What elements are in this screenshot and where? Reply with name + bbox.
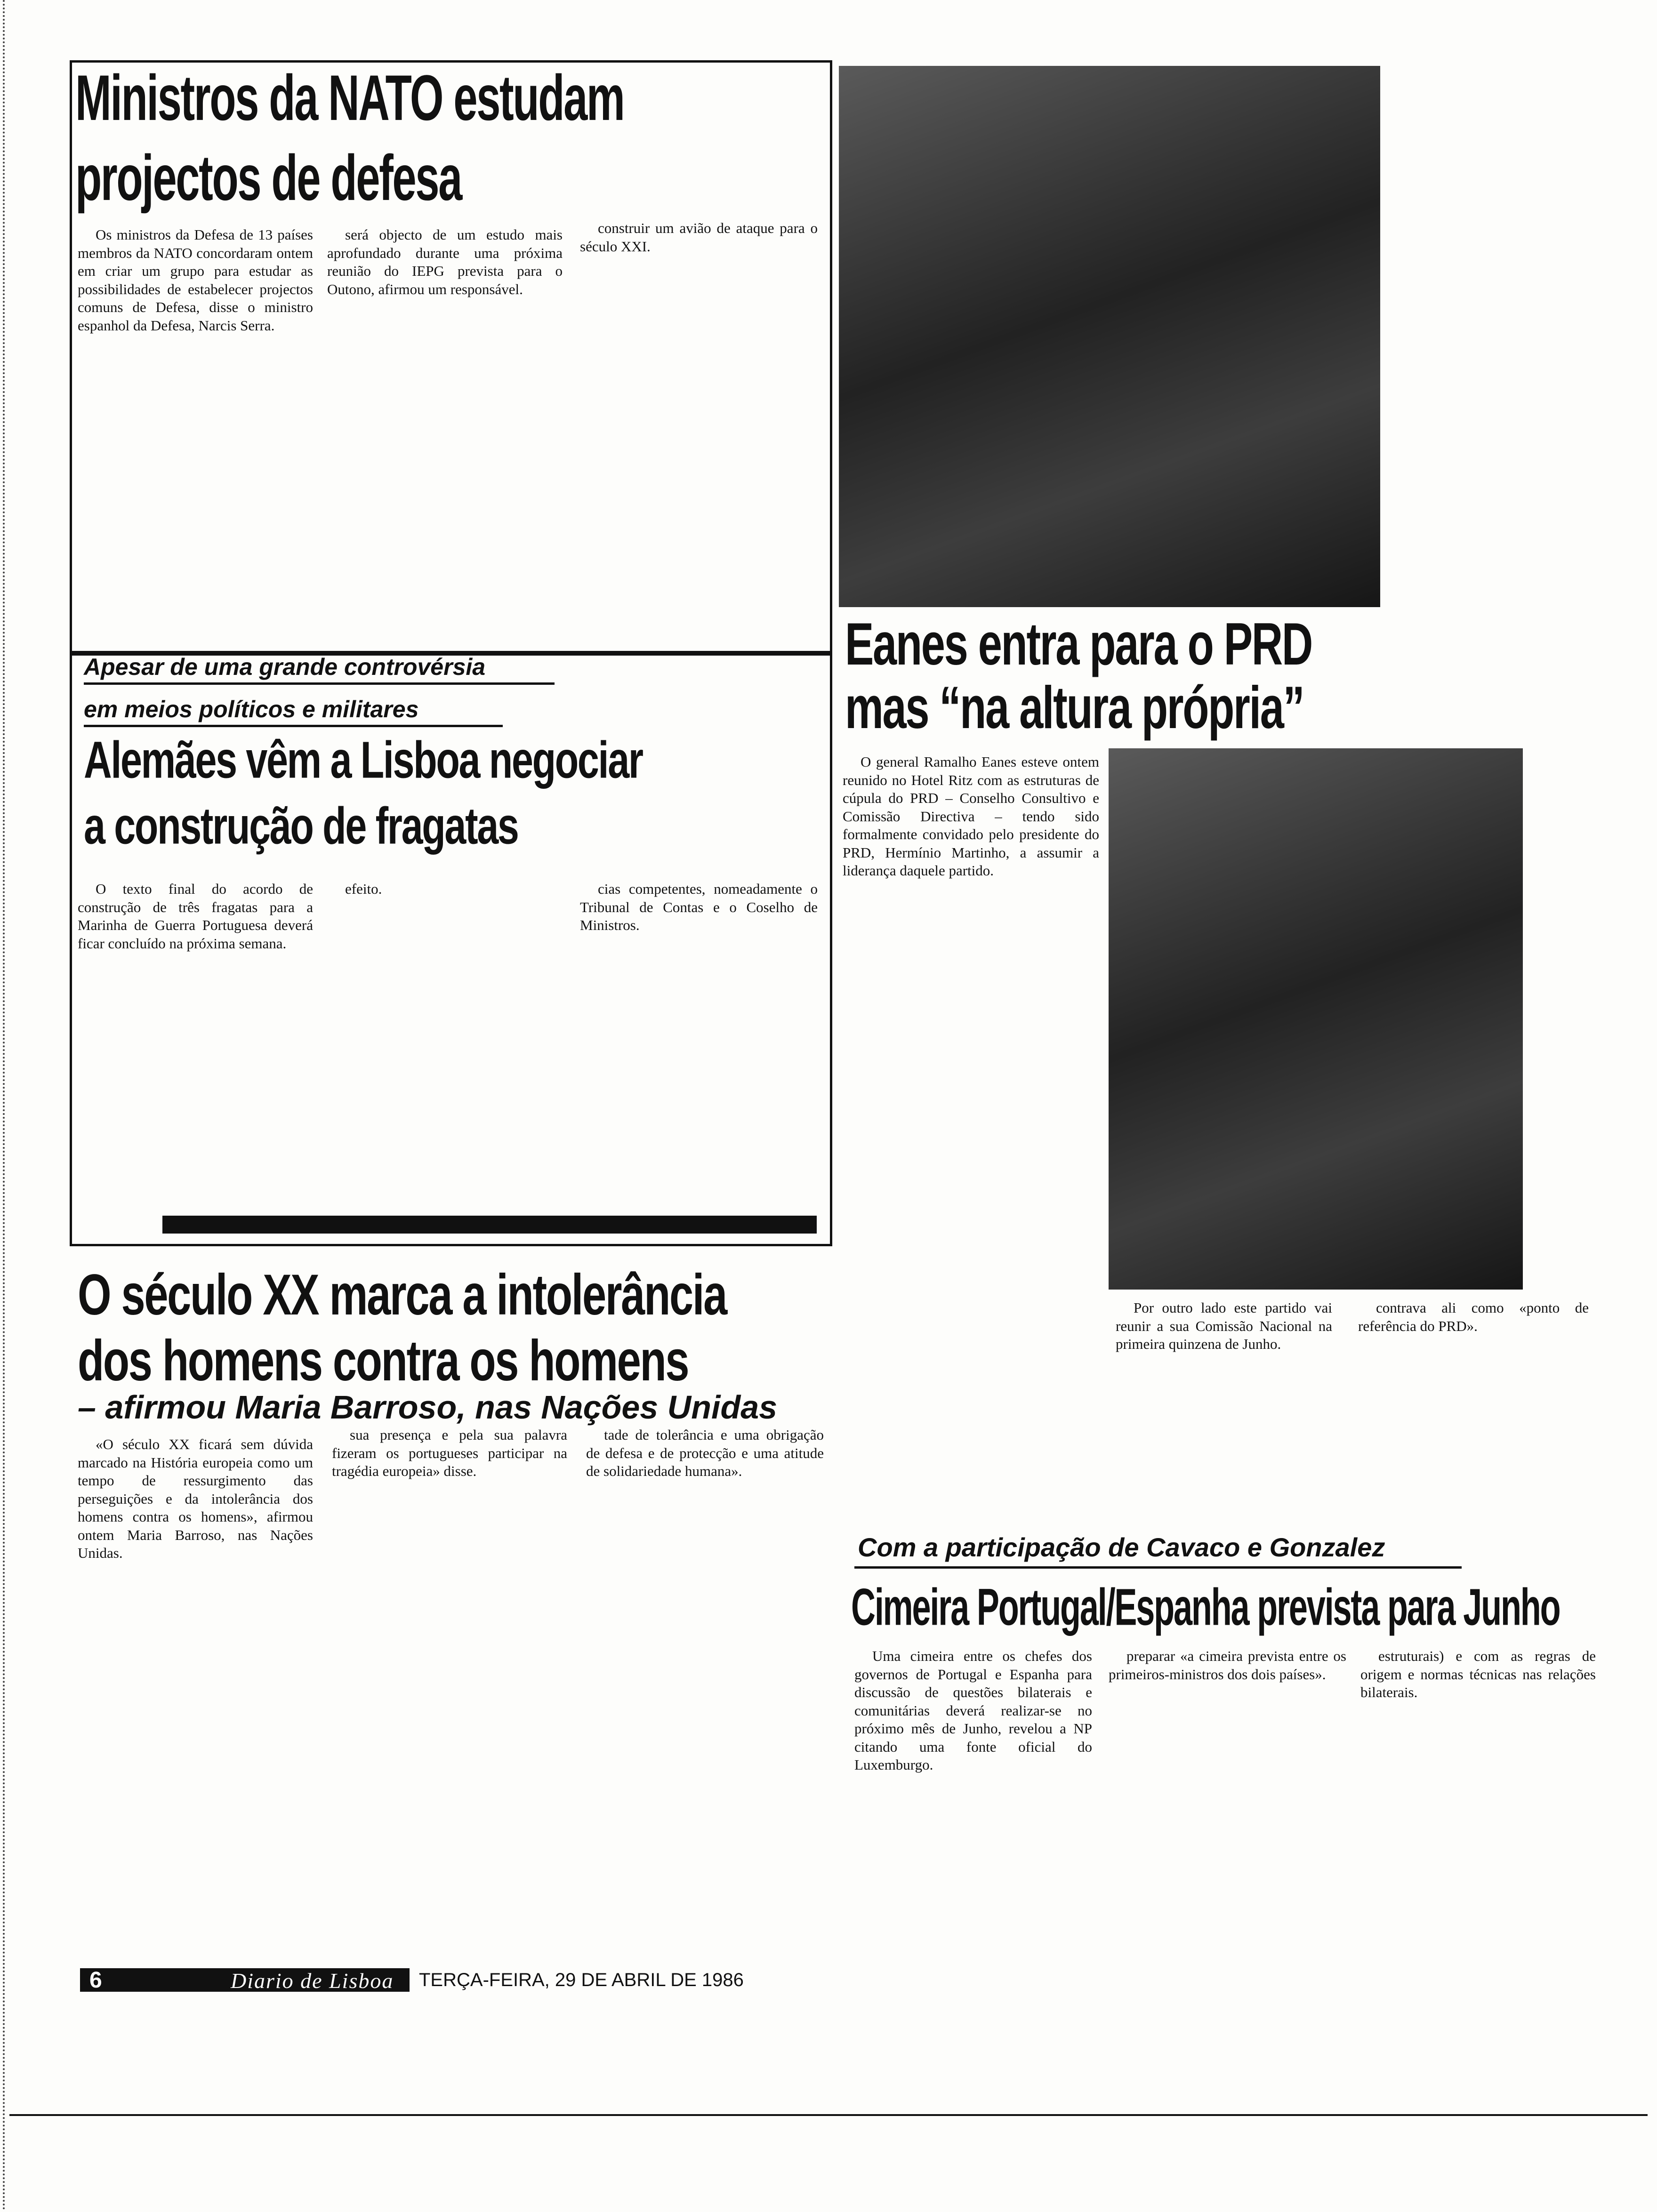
eanes-column-2: Por outro lado este partido vai reunir a sua Comissão Nacional na primeira quinzena de Junho.: [1116, 1299, 1332, 1352]
fragatas-kicker-1: Apesar de uma grande controvérsia: [84, 654, 486, 680]
fragatas-headline-line2: a construção de fragatas: [84, 797, 518, 855]
nato-column-3: construir um avião de ataque para o século XXI.: [580, 220, 818, 255]
photo-nato-ministers: [839, 66, 1380, 607]
nato-headline-line1: Ministros da NATO estudam: [75, 62, 624, 134]
intolerancia-column-2: sua presença e pela sua palavra fizeram os portugueses participar na tragédia europeia» disse.: [332, 1427, 567, 1479]
footer-masthead: Diario de Lisboa: [231, 1969, 394, 1993]
fragatas-headline-line1: Alemães vêm a Lisboa negociar: [84, 731, 643, 789]
fragatas-black-bar: [162, 1216, 817, 1234]
eanes-headline-line1: Eanes entra para o PRD: [845, 610, 1312, 678]
nato-column-2: será objecto de um estudo mais aprofundado durante uma próxima reunião do IEPG prevista para o Outono, afirmou um responsável.: [327, 226, 563, 297]
cimeira-kicker-rule: [854, 1566, 1462, 1569]
cimeira-kicker: Com a participação de Cavaco e Gonzalez: [858, 1532, 1385, 1562]
fragatas-kicker-2: em meios políticos e militares: [84, 696, 419, 722]
page-bottom-rule: [9, 2114, 1648, 2116]
fragatas-kicker-rule-2: [84, 725, 503, 727]
fragatas-column-3: cias competentes, nomeadamente o Tribunal de Contas e o Coselho de Ministros.: [580, 881, 818, 933]
cimeira-column-1: Uma cimeira entre os chefes dos governos de Portugal e Espanha para discussão de questões bilaterais e comunitárias deverá realizar-se no próximo mês de Junho, revelou a NP citando uma fonte oficial do Luxemburgo.: [854, 1648, 1092, 1773]
fragatas-column-2: efeito.: [345, 881, 382, 897]
footer-page-number: 6: [89, 1968, 102, 1993]
cimeira-column-3: estruturais) e com as regras de origem e normas técnicas nas relações bilaterais.: [1360, 1648, 1596, 1700]
fragatas-column-1: O texto final do acordo de construção de três fragatas para a Marinha de Guerra Portuguesa deverá ficar concluído na próxima semana.: [78, 881, 313, 952]
footer-date: TERÇA-FEIRA, 29 DE ABRIL DE 1986: [419, 1970, 744, 1990]
page-left-edge: [3, 0, 5, 2212]
eanes-column-3: contrava ali como «ponto de referência do PRD».: [1358, 1299, 1589, 1334]
intolerancia-column-1: «O século XX ficará sem dúvida marcado na História europeia como um tempo de ressurgimento das perseguições e da intolerância dos homens contra os homens», afirmou ontem Maria Barroso, nas Nações Unidas.: [78, 1436, 313, 1561]
intolerancia-headline-line1: O século XX marca a intolerância: [78, 1262, 726, 1327]
nato-column-1: Os ministros da Defesa de 13 países membros da NATO concordaram ontem em criar um grupo para estudar as possibilidades de estabelecer projectos comuns de Defesa, disse o ministro espanhol da Defesa, Narcis Serra.: [78, 226, 313, 334]
photo-ramalho-eanes: [1109, 748, 1523, 1290]
eanes-headline-line2: mas “na altura própria”: [845, 674, 1304, 741]
nato-headline-line2: projectos de defesa: [75, 142, 461, 214]
fragatas-kicker-rule-1: [84, 682, 555, 685]
cimeira-column-2: preparar «a cimeira prevista entre os primeiros-ministros dos dois países».: [1109, 1648, 1346, 1683]
intolerancia-headline-line2: dos homens contra os homens: [78, 1328, 689, 1393]
eanes-column-main: O general Ramalho Eanes esteve ontem reunido no Hotel Ritz com as estruturas de cúpula do PRD – Conselho Consultivo e Comissão Directiva – tendo sido formalmente convidado pelo presidente do PRD, Hermínio Martinho, a assumir a liderança daquele partido.: [843, 753, 1099, 879]
intolerancia-column-3: tade de tolerância e uma obrigação de defesa e de protecção e uma atitude de solidariedade humana».: [586, 1427, 824, 1479]
cimeira-headline: Cimeira Portugal/Espanha prevista para Junho: [851, 1578, 1560, 1636]
intolerancia-kicker: – afirmou Maria Barroso, nas Nações Unidas: [78, 1389, 778, 1426]
